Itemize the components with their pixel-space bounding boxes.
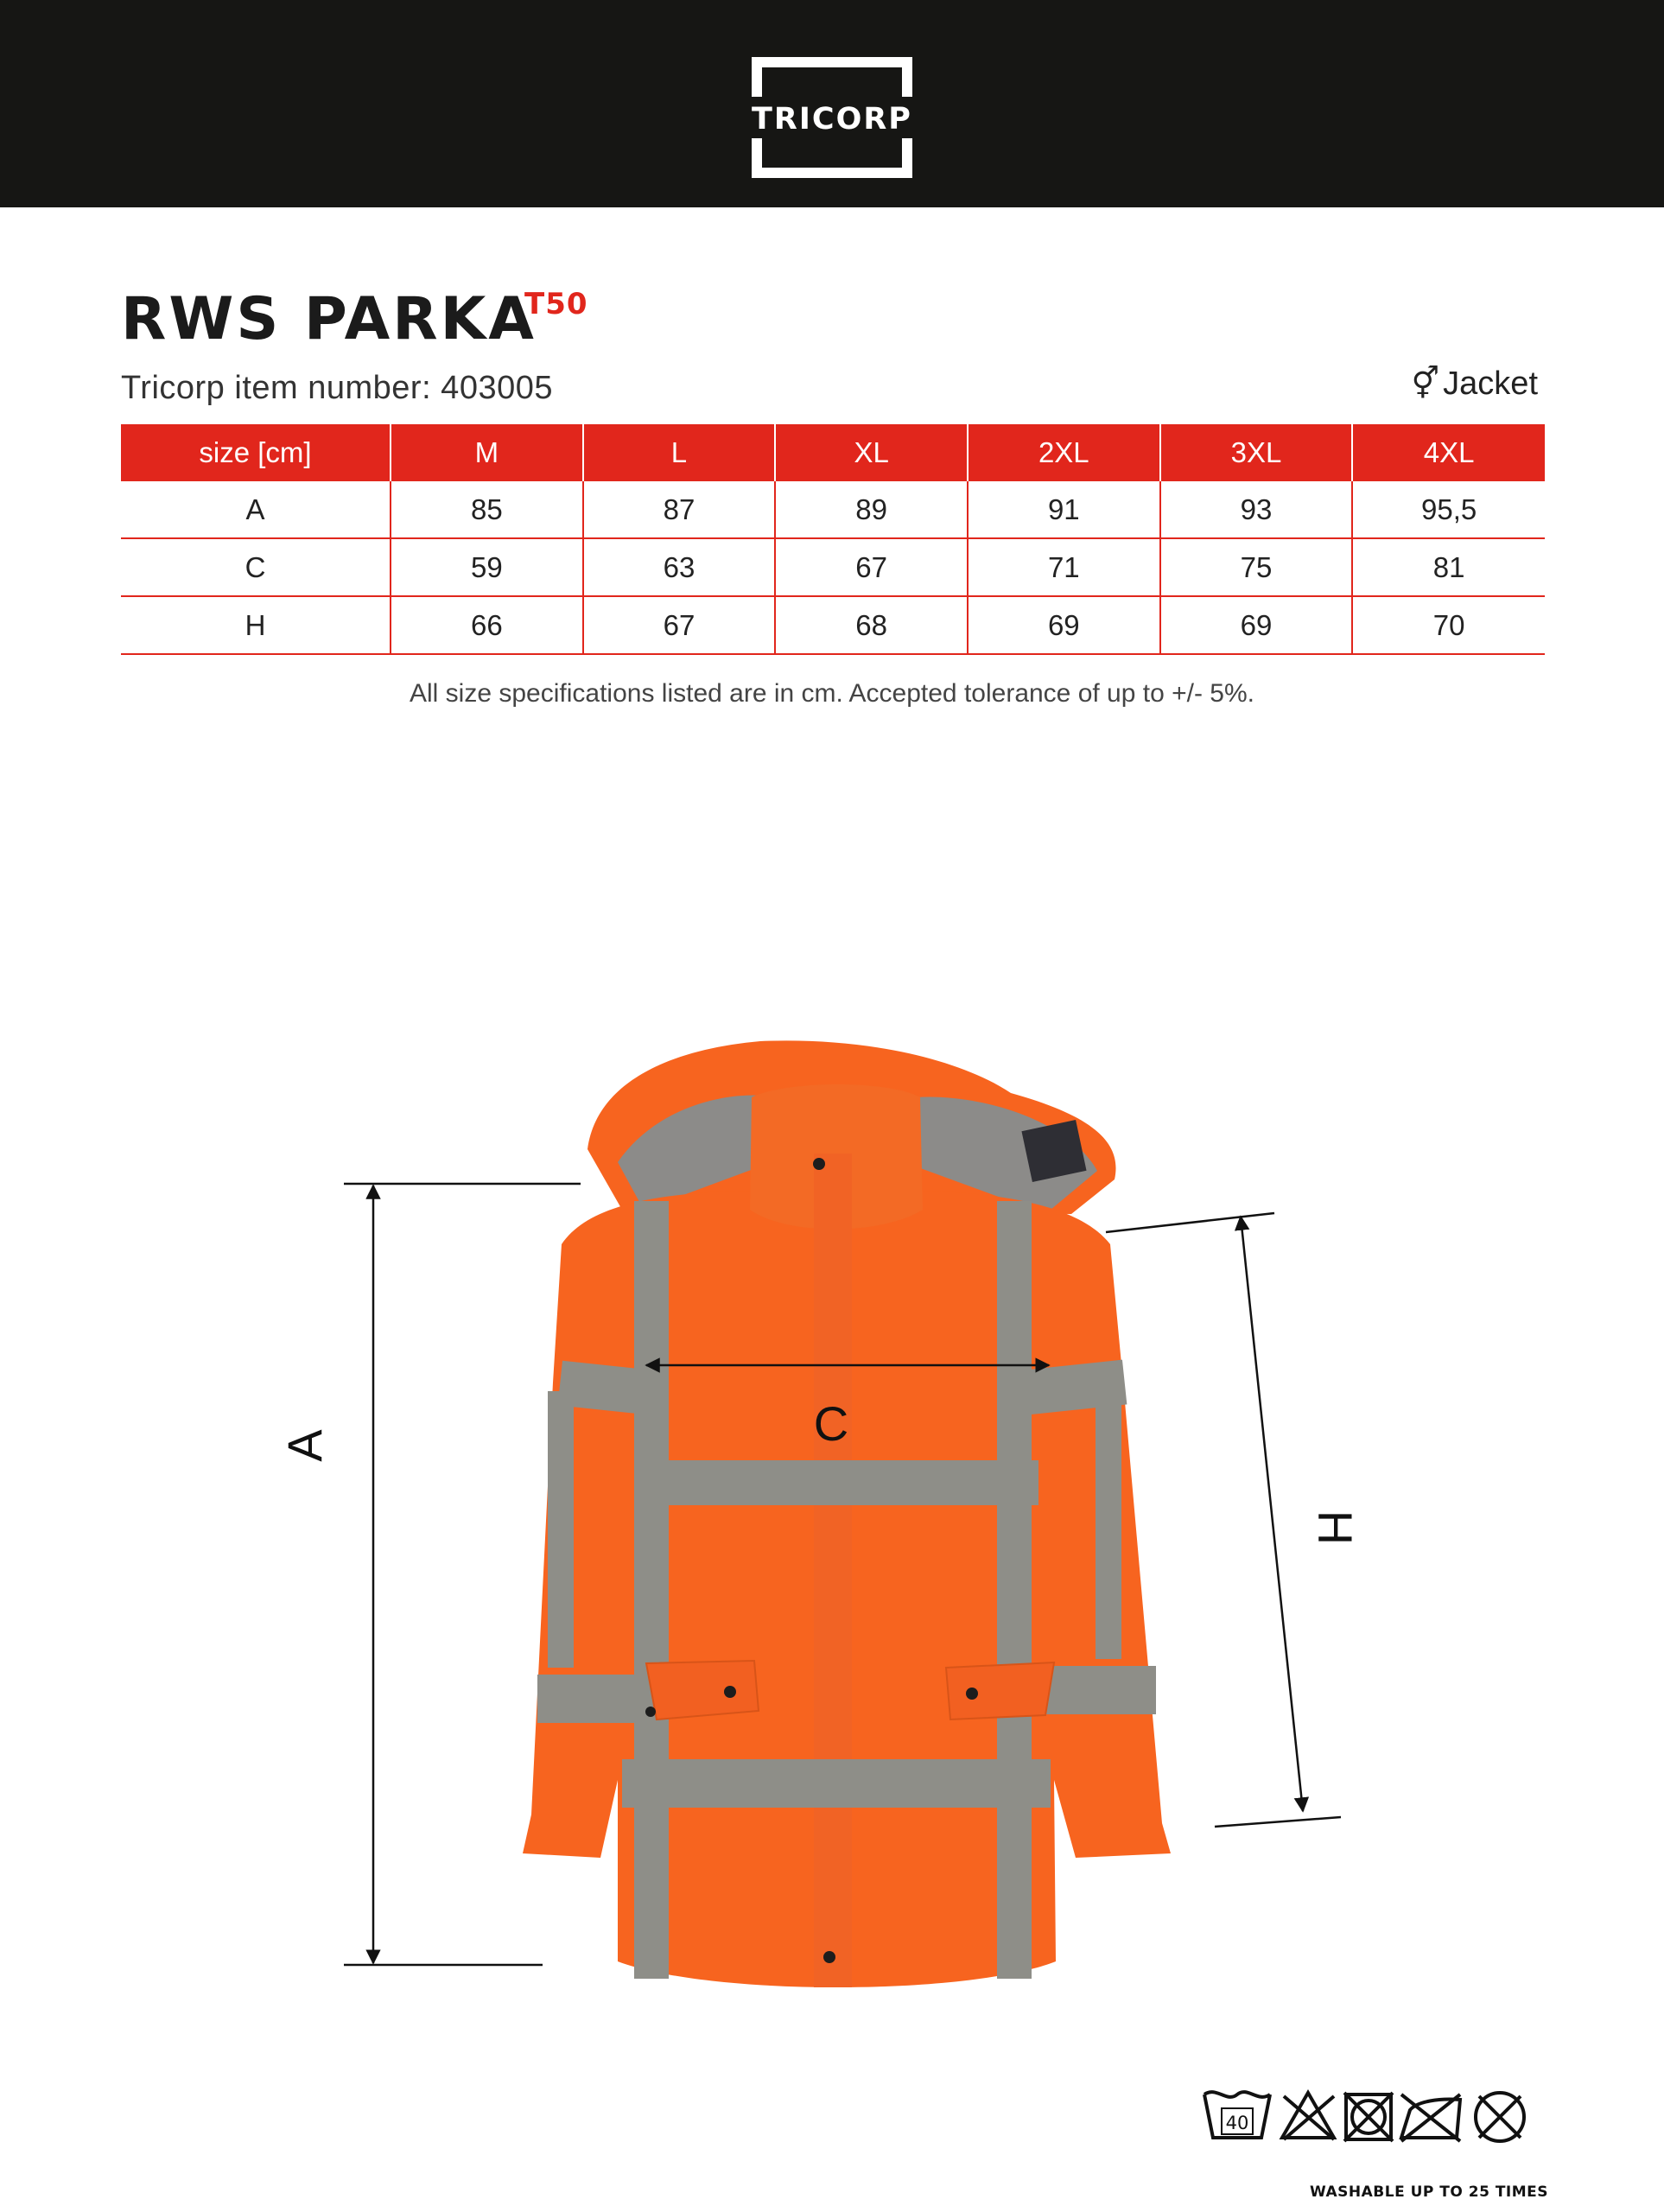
table-cell: H xyxy=(121,596,391,654)
no-iron-icon xyxy=(1401,2094,1460,2141)
no-tumble-dry-icon xyxy=(1344,2093,1393,2141)
page-header xyxy=(0,0,1664,207)
table-cell: 93 xyxy=(1160,481,1353,538)
no-bleach-icon xyxy=(1282,2093,1334,2139)
table-cell: 70 xyxy=(1352,596,1545,654)
table-header-cell: 4XL xyxy=(1352,424,1545,481)
product-class-badge: T50 xyxy=(524,287,588,321)
table-cell: 71 xyxy=(968,538,1160,596)
table-cell: C xyxy=(121,538,391,596)
care-caption: WASHABLE UP TO 25 TIMES xyxy=(1310,2183,1549,2201)
table-header-cell: M xyxy=(391,424,583,481)
measure-label-a: A xyxy=(277,1429,332,1462)
page-title: RWS PARKA xyxy=(121,285,537,353)
jacket-illustration xyxy=(523,1040,1171,1987)
table-cell: 85 xyxy=(391,481,583,538)
table-cell: 67 xyxy=(583,596,776,654)
table-cell: 69 xyxy=(1160,596,1353,654)
svg-text:40: 40 xyxy=(1225,2113,1249,2133)
measure-label-c: C xyxy=(813,1396,849,1451)
table-header-cell: XL xyxy=(775,424,968,481)
table-cell: 69 xyxy=(968,596,1160,654)
table-cell: 91 xyxy=(968,481,1160,538)
size-table xyxy=(121,424,1545,655)
table-header-cell: 2XL xyxy=(968,424,1160,481)
table-header-cell: 3XL xyxy=(1160,424,1353,481)
table-row xyxy=(121,596,1545,654)
table-cell: 68 xyxy=(775,596,968,654)
product-title-block xyxy=(121,285,588,353)
table-row xyxy=(121,538,1545,596)
table-cell: 87 xyxy=(583,481,776,538)
wash-40-icon xyxy=(1204,2092,1270,2138)
category-label: Jacket xyxy=(1443,365,1538,402)
table-cell: 66 xyxy=(391,596,583,654)
table-header-row xyxy=(121,424,1545,481)
tolerance-note: All size specifications listed are in cm. Accepted tolerance of up to +/- 5%. xyxy=(410,679,1254,708)
table-cell: 81 xyxy=(1352,538,1545,596)
table-row xyxy=(121,481,1545,538)
table-cell: 95,5 xyxy=(1352,481,1545,538)
product-category xyxy=(1412,365,1538,403)
table-cell: 67 xyxy=(775,538,968,596)
table-cell: A xyxy=(121,481,391,538)
logo-text: TRICORP xyxy=(752,102,912,137)
table-header-cell: size [cm] xyxy=(121,424,391,481)
no-dry-clean-icon xyxy=(1476,2093,1524,2141)
measure-label-h: H xyxy=(1308,1510,1362,1546)
unisex-gender-icon: ⚥ xyxy=(1411,366,1440,402)
tricorp-logo xyxy=(752,57,912,178)
table-cell: 89 xyxy=(775,481,968,538)
table-cell: 59 xyxy=(391,538,583,596)
table-header-cell: L xyxy=(583,424,776,481)
item-number: Tricorp item number: 403005 xyxy=(121,370,553,406)
table-cell: 63 xyxy=(583,538,776,596)
table-cell: 75 xyxy=(1160,538,1353,596)
jacket-measurement-diagram xyxy=(0,994,1664,2048)
